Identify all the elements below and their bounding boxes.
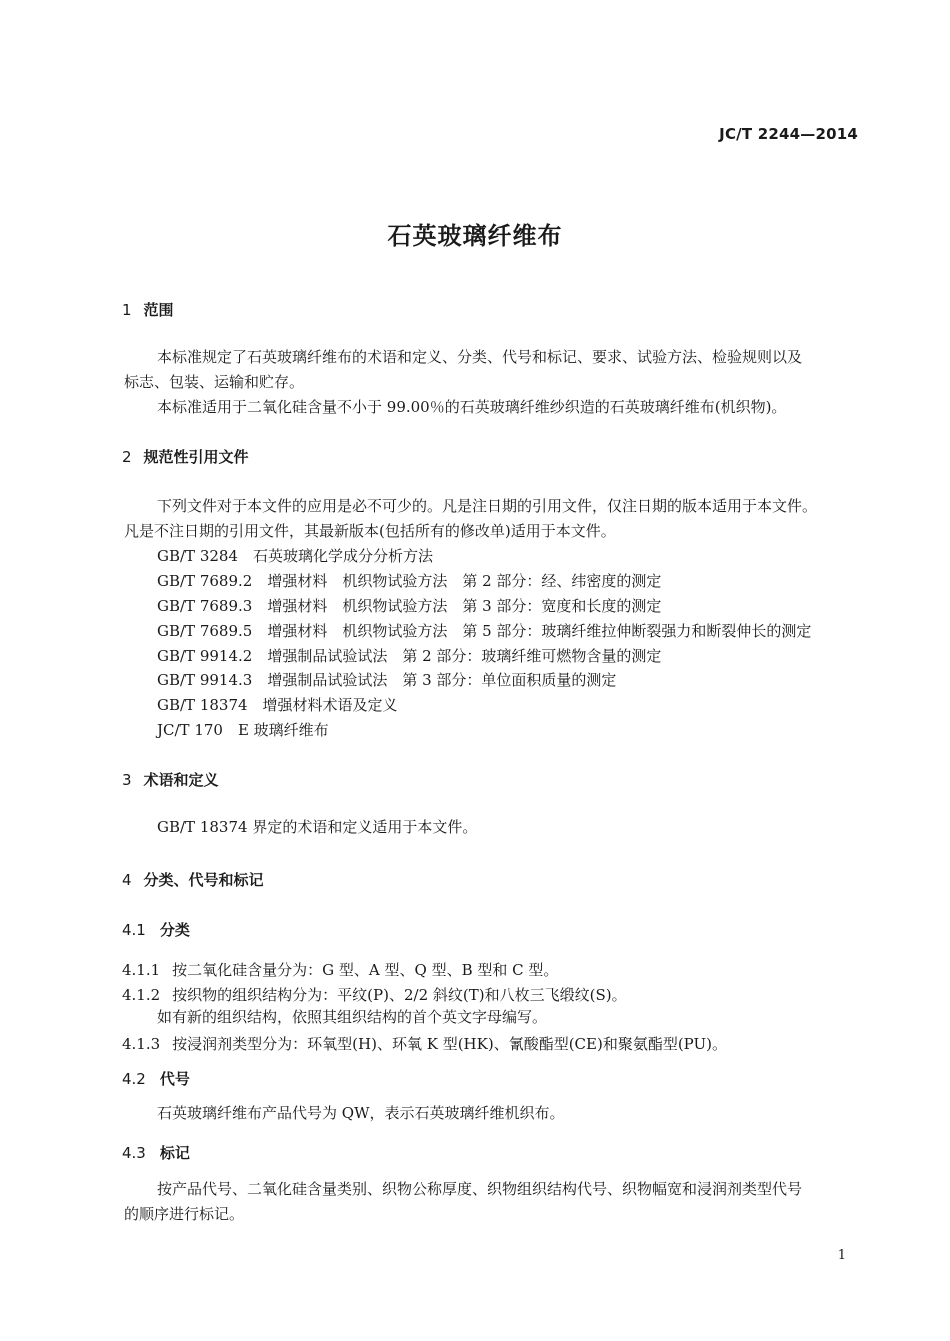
section-3-heading — [122, 769, 219, 790]
clause-number: 4.1.2 — [122, 986, 161, 1004]
section-title: 分类 — [159, 921, 190, 939]
page-number: 1 — [837, 1248, 846, 1263]
clause-text: 按织物的组织结构分为：平纹(P)、2/2 斜纹(T)和八枚三飞缎纹(S)。 — [172, 986, 627, 1004]
clause-number: 4.1.3 — [122, 1035, 161, 1053]
code-para: 石英玻璃纤维布产品代号为 QW，表示石英玻璃纤维机织布。 — [157, 1104, 565, 1122]
section-title: 规范性引用文件 — [143, 448, 249, 466]
section-number: 2 — [122, 448, 132, 466]
marking-para-line-1: 按产品代号、二氧化硅含量类别、织物公称厚度、织物组织结构代号、织物幅宽和浸润剂类型代号 — [157, 1180, 803, 1198]
ref-item: GB/T 9914.2 增强制品试验试法 第 2 部分：玻璃纤维可燃物含量的测定 — [157, 647, 662, 665]
section-title: 范围 — [143, 301, 174, 319]
ref-item: GB/T 18374 增强材料术语及定义 — [157, 696, 398, 714]
section-title: 代号 — [159, 1070, 190, 1088]
section-4-heading — [122, 869, 264, 890]
scope-para-1-line-1: 本标准规定了石英玻璃纤维布的术语和定义、分类、代号和标记、要求、试验方法、检验规则以及 — [157, 348, 803, 366]
section-number: 1 — [122, 301, 132, 319]
section-title: 标记 — [159, 1144, 190, 1162]
terms-para: GB/T 18374 界定的术语和定义适用于本文件。 — [157, 818, 478, 836]
clause-number: 4.1.1 — [122, 961, 161, 979]
standard-code: JC/T 2244—2014 — [719, 125, 858, 143]
clause-4-1-3 — [122, 1033, 727, 1054]
refs-intro-line-2: 凡是不注日期的引用文件，其最新版本(包括所有的修改单)适用于本文件。 — [124, 522, 616, 540]
section-title: 术语和定义 — [143, 771, 219, 789]
ref-item: GB/T 9914.3 增强制品试验试法 第 3 部分：单位面积质量的测定 — [157, 671, 617, 689]
section-2-heading — [122, 446, 249, 467]
section-1-heading — [122, 299, 174, 320]
section-number: 4 — [122, 871, 132, 889]
document-title: 石英玻璃纤维布 — [387, 222, 563, 250]
clause-4-1-2 — [122, 984, 627, 1005]
clause-4-1-1 — [122, 959, 558, 980]
scope-para-2: 本标准适用于二氧化硅含量不小于 99.00％的石英玻璃纤维纱织造的石英玻璃纤维布(机织物)。 — [157, 398, 787, 416]
ref-item: JC/T 170 E 玻璃纤维布 — [157, 721, 329, 739]
section-4-3-heading — [122, 1142, 190, 1163]
clause-text: 按浸润剂类型分为：环氧型(H)、环氧 K 型(HK)、氰酸酯型(CE)和聚氨酯型(PU)。 — [172, 1035, 727, 1053]
clause-text: 按二氧化硅含量分为：G 型、A 型、Q 型、B 型和 C 型。 — [172, 961, 559, 979]
section-number: 3 — [122, 771, 132, 789]
marking-para-line-2: 的顺序进行标记。 — [124, 1205, 245, 1223]
refs-intro-line-1: 下列文件对于本文件的应用是必不可少的。凡是注日期的引用文件，仅注日期的版本适用于本文件。 — [157, 497, 818, 515]
clause-4-1-2-note: 如有新的组织结构，依照其组织结构的首个英文字母编写。 — [157, 1008, 548, 1026]
ref-item: GB/T 7689.5 增强材料 机织物试验方法 第 5 部分：玻璃纤维拉伸断裂强力和断裂伸长的测定 — [157, 622, 812, 640]
section-number: 4.3 — [122, 1144, 146, 1162]
ref-item: GB/T 7689.2 增强材料 机织物试验方法 第 2 部分：经、纬密度的测定 — [157, 572, 662, 590]
section-title: 分类、代号和标记 — [143, 871, 264, 889]
scope-para-1-line-2: 标志、包装、运输和贮存。 — [124, 373, 305, 391]
section-4-1-heading — [122, 919, 190, 940]
section-number: 4.1 — [122, 921, 146, 939]
ref-item: GB/T 7689.3 增强材料 机织物试验方法 第 3 部分：宽度和长度的测定 — [157, 597, 662, 615]
section-4-2-heading — [122, 1068, 190, 1089]
section-number: 4.2 — [122, 1070, 146, 1088]
ref-item: GB/T 3284 石英玻璃化学成分分析方法 — [157, 547, 434, 565]
